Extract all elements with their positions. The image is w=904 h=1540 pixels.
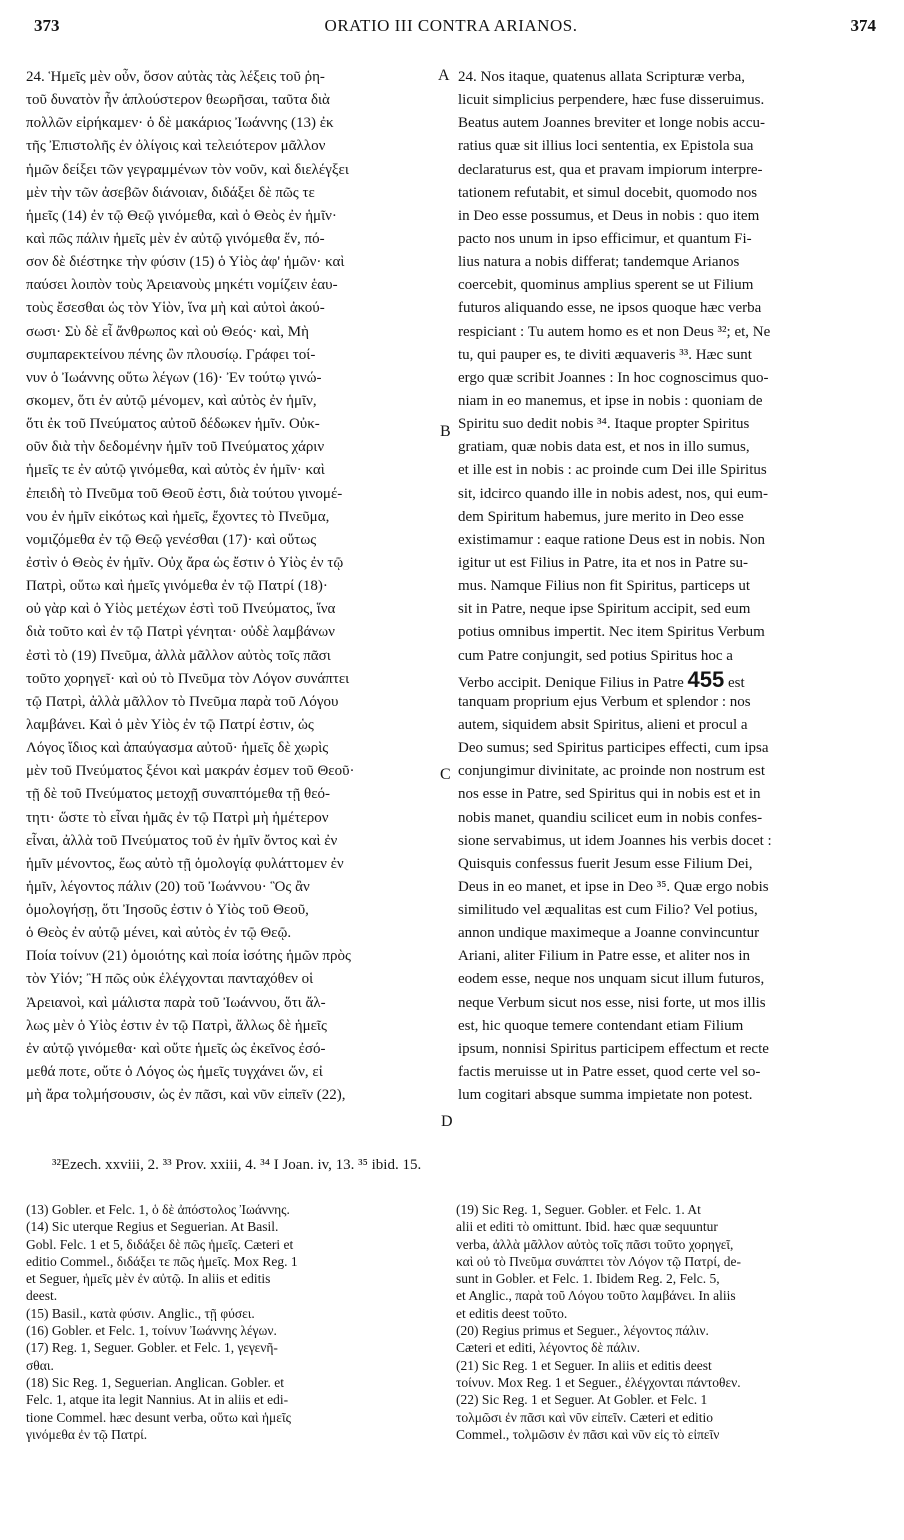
greek-text-line: τῆς Ἐπιστολῆς ἐν ὀλίγοις καὶ τελειότερον μᾶλλον: [26, 138, 326, 155]
footnote-line: (13) Gobler. et Felc. 1, ὁ δὲ ἀπόστολος Ἰωάννης.: [26, 1202, 290, 1217]
text-fragment: est: [724, 674, 745, 691]
latin-text-line: neque Verbum sicut nos esse, nisi forte, ut mos illis: [458, 994, 766, 1011]
latin-text-line: eodem esse, neque nos unquam sicut illum futuros,: [458, 971, 765, 988]
latin-text-line: annon undique maximeque a Joanne convincuntur: [458, 925, 760, 942]
latin-text-line: cum Patre conjungit, sed potius Spiritus hoc a: [458, 647, 733, 664]
latin-text-line: conjungimur divinitate, ac proinde non nostrum est: [458, 763, 766, 780]
greek-text-line: ἐπειδὴ τὸ Πνεῦμα τοῦ Θεοῦ ἐστι, διὰ τούτου γινομέ-: [26, 485, 343, 502]
running-header: [26, 10, 876, 40]
scripture-references: ³²Ezech. xxviii, 2. ³³ Prov. xxiii, 4. ³⁴ I Joan. iv, 13. ³⁵ ibid. 15.: [52, 1157, 422, 1173]
greek-text-line: συμπαρεκτείνου πένης ὢν πλουσίῳ. Γράφει τοί-: [26, 346, 316, 363]
section-marker-b: B: [440, 423, 451, 440]
greek-text-line: παύσει λοιπὸν τοὺς Ἀρειανοὺς μηκέτι νομίζειν ἑαυ-: [26, 277, 338, 294]
greek-text-line: ἡμεῖς τε ἐν αὐτῷ γινόμεθα, καὶ αὐτὸς ἐν ἡμῖν· καὶ: [26, 462, 325, 479]
greek-text-line: νομιζόμεθα ἐν τῷ Θεῷ γενέσθαι (17)· καὶ οὕτως: [26, 531, 317, 548]
greek-text-line: Πατρὶ, οὕτω καὶ ἡμεῖς γινόμεθα ἐν τῷ Πατρί (18)·: [26, 578, 328, 595]
latin-text-line: sit, idcirco quando ille in nobis adest, nos, qui eum-: [458, 485, 768, 502]
latin-text-line: ratius quæ sit illius loci sententia, ex Epistola sua: [458, 138, 754, 155]
footnote-line: τολμῶσι ἐν πᾶσι καὶ νῦν εἰπεῖν. Cæteri et editio: [456, 1409, 713, 1425]
greek-text-line: ἡμῖν, λέγοντος πάλιν (20) τοῦ Ἰωάννου· Ὃς ἂν: [26, 878, 310, 895]
latin-text-line: futuros aliquando esse, ne ipsos quoque hæc verba: [458, 300, 762, 317]
latin-text-column: [458, 66, 866, 1107]
greek-text-line: 24. Ἡμεῖς μὲν οὖν, ὅσον αὐτὰς τὰς λέξεις τοῦ ῥη-: [26, 69, 325, 85]
greek-text-line: τὸν Υἱόν; Ἢ πῶς οὐκ ἐλέγχονται πανταχόθεν οἱ: [26, 971, 314, 988]
greek-text-line: ἐν αὐτῷ γινόμεθα· καὶ οὔτε ἡμεῖς ὡς ἐκεῖνος ἐσό-: [26, 1040, 326, 1057]
greek-text-line: λαμβάνει. Καὶ ὁ μὲν Υἱὸς ἐν τῷ Πατρί ἐστιν, ὡς: [26, 716, 314, 733]
latin-text-line: nos esse in Patre, sed Spiritus qui in nobis est et in: [458, 786, 761, 803]
latin-text-line: Spiritu suo dedit nobis ³⁴. Itaque propter Spiritus: [458, 416, 750, 433]
footnote-line: editio Commel., διδάξει τε πῶς ἡμεῖς. Mox Reg. 1: [26, 1253, 298, 1269]
greek-text-line: ἡμῶν δείξει τῶν γεγραμμένων τὸν νοῦν, καὶ διελέγξει: [26, 161, 349, 178]
latin-text-line: Quisquis confessus fuerit Jesum esse Filium Dei,: [458, 855, 753, 872]
latin-text-line: lum cogitari absque summa impietate non potest.: [458, 1087, 753, 1104]
latin-text-line: nobis manet, quandiu scilicet eum in nobis confes-: [458, 809, 763, 826]
greek-text-line: ἐστὶν ὁ Θεὸς ἐν ἡμῖν. Οὐχ ἄρα ὡς ἔστιν ὁ Υἱὸς ἐν τῷ: [26, 554, 344, 571]
footnotes-left-column: [26, 1201, 436, 1443]
greek-text-line: σκομεν, ὅτι ἐν αὐτῷ μένομεν, καὶ αὐτὸς ἐν ἡμῖν,: [26, 392, 317, 409]
latin-text-line: respiciant : Tu autem homo es et non Deus ³²; et, Ne: [458, 323, 771, 340]
latin-text-line: lius natura a nobis differat; tandemque Arianos: [458, 254, 740, 271]
footnote-line: (20) Regius primus et Seguer., λέγοντος πάλιν.: [456, 1323, 709, 1339]
latin-text-line: sit in Patre, neque ipse Spiritum accipit, sed eum: [458, 601, 751, 618]
greek-text-line: σωσι· Σὺ δὲ εἶ ἄνθρωπος καὶ οὐ Θεός· καὶ, Μὴ: [26, 323, 309, 340]
footnotes-right-column: [456, 1201, 866, 1443]
footnote-line: alii et editi τὸ omittunt. Ibid. hæc quæ sequuntur: [456, 1219, 718, 1235]
section-marker-a: A: [438, 67, 450, 84]
latin-text-line: et ille est in nobis : ac proinde cum Dei ille Spiritus: [458, 462, 767, 479]
greek-text-line: λως μὲν ὁ Υἱὸς ἐστιν ἐν τῷ Πατρὶ, ἄλλως δὲ ἡμεῖς: [26, 1017, 327, 1034]
footnote-line: (14) Sic uterque Regius et Seguerian. At Basil.: [26, 1219, 279, 1235]
footnote-line: (19) Sic Reg. 1, Seguer. Gobler. et Felc. 1. At: [456, 1202, 701, 1217]
greek-text-column: [26, 66, 434, 1107]
latin-text-line: Ariani, aliter Filium in Patre esse, et aliter nos in: [458, 948, 751, 965]
latin-text-line: dem Spiritum habemus, jure merito in Deo esse: [458, 508, 744, 525]
footnote-line: (16) Gobler. et Felc. 1, τοίνυν Ἰωάννης λέγων.: [26, 1323, 277, 1339]
footnote-line: (15) Basil., κατὰ φύσιν. Anglic., τῇ φύσει.: [26, 1305, 255, 1321]
latin-text-line: licuit simplicius perpendere, hæc fuse disseruimus.: [458, 92, 765, 109]
footnote-line: et Anglic., παρὰ τοῦ Λόγου τοῦτο λαμβάνει. In aliis: [456, 1288, 736, 1304]
greek-text-line: νυν ὁ Ἰωάννης οὕτω λέγων (16)· Ἐν τούτῳ γινώ-: [26, 369, 322, 386]
latin-text-line: Deo sumus; sed Spiritus participes effecti, cum ipsa: [458, 740, 769, 757]
greek-text-line: μὴ ἄρα τολμήσουσιν, ὡς ἐν πᾶσι, καὶ νῦν εἰπεῖν (22),: [26, 1087, 346, 1104]
footnote-line: γινόμεθα ἐν τῷ Πατρί.: [26, 1426, 148, 1442]
greek-text-line: τητι· ὥστε τὸ εἶναι ἡμᾶς ἐν τῷ Πατρὶ μὴ ἡμέτερον: [26, 809, 329, 826]
footnote-line: et editis deest τοῦτο.: [456, 1305, 568, 1321]
latin-text-line: similitudo vel æqualitas est cum Filio? Vel potius,: [458, 902, 758, 919]
footnote-line: (22) Sic Reg. 1 et Seguer. At Gobler. et Felc. 1: [456, 1392, 708, 1408]
greek-text-line: ὁ Θεὸς ἐν αὐτῷ μένει, καὶ αὐτὸς ἐν τῷ Θεῷ.: [26, 925, 292, 942]
latin-text-line: pacto nos unum in ipso efficimur, et quantum Fi-: [458, 230, 752, 247]
latin-text-line: coercebit, quominus amplius sperent se ut Filium: [458, 277, 754, 294]
latin-text-line: gratiam, quæ nobis data est, et nos in illo sumus,: [458, 439, 750, 456]
latin-text-line: Verbo accipit. Denique Filius in Patre 455 est: [458, 666, 745, 692]
footnote-line: (18) Sic Reg. 1, Seguerian. Anglican. Gobler. et: [26, 1374, 284, 1390]
latin-text-line: Deus in eo manet, et ipse in Deo ³⁵. Quæ ergo nobis: [458, 878, 769, 895]
footnote-line: καὶ οὐ τὸ Πνεῦμα συνάπτει τὸν Λόγον τῷ Πατρί, de-: [456, 1253, 742, 1269]
footnote-line: et Seguer, ἡμεῖς μὲν ἐν αὐτῷ. In aliis et editis: [26, 1271, 271, 1287]
footnote-line: sunt in Gobler. et Felc. 1. Ibidem Reg. 2, Felc. 5,: [456, 1271, 720, 1287]
greek-text-line: τοὺς ἔσεσθαι ὡς τὸν Υἱὸν, ἵνα μὴ καὶ αὐτοὶ ἀκού-: [26, 300, 325, 317]
footnote-line: τοίνυν. Mox Reg. 1 et Seguer., ἐλέγχονται πάντοθεν.: [456, 1374, 741, 1390]
latin-text-line: existimamur : eaque ratione Deus est in nobis. Non: [458, 531, 766, 548]
running-title: ORATIO III CONTRA ARIANOS.: [324, 16, 578, 35]
latin-text-line: sione servabimus, ut idem Joannes his verbis docet :: [458, 832, 772, 849]
latin-text-line: mus. Namque Filius non fit Spiritus, particeps ut: [458, 578, 751, 595]
page-mark: 455: [687, 666, 725, 692]
footnote-line: Gobl. Felc. 1 et 5, διδάξει δὲ πῶς ἡμεῖς. Cæteri et: [26, 1236, 294, 1252]
greek-text-line: διὰ τοῦτο καὶ ἐν τῷ Πατρὶ γένηται· οὐδὲ λαμβάνων: [26, 624, 335, 641]
greek-text-line: τοῦτο χορηγεῖ· καὶ οὐ τὸ Πνεῦμα τὸν Λόγον συνάπτει: [26, 670, 350, 687]
greek-text-line: μὲν τοῦ Πνεύματος ξένοι καὶ μακράν ἐσμεν τοῦ Θεοῦ·: [26, 763, 355, 780]
latin-text-line: tu, qui pauper es, te diviti æquaveris ³³. Hæc sunt: [458, 346, 752, 363]
footnote-line: Felc. 1, atque ita legit Nannius. At in aliis et edi-: [26, 1392, 289, 1408]
latin-text-line: igitur ut est Filius in Patre, ita et nos in Patre su-: [458, 554, 748, 571]
greek-text-line: πολλῶν εἰρήκαμεν· ὁ δὲ μακάριος Ἰωάννης (13) ἐκ: [26, 115, 334, 132]
greek-text-line: σον δὲ διέστηκε τὴν φύσιν (15) ὁ Υἱὸς ἀφ' ἡμῶν· καὶ: [26, 254, 345, 271]
latin-text-line: in Deo esse possumus, et Deus in nobis : quo item: [458, 207, 760, 224]
latin-text-line: ipsum, nonnisi Spiritus participem effectum et recte: [458, 1040, 769, 1057]
greek-text-line: ὅτι ἐκ τοῦ Πνεύματος αὐτοῦ δέδωκεν ἡμῖν. Οὐκ-: [26, 416, 320, 433]
greek-text-line: ἐστὶ τὸ (19) Πνεῦμα, ἀλλὰ μᾶλλον αὐτὸς τοῖς πᾶσι: [26, 647, 331, 664]
greek-text-line: οῦν διὰ τὴν δεδομένην ἡμῖν τοῦ Πνεύματος χάριν: [26, 439, 325, 456]
section-marker-d: D: [441, 1113, 453, 1130]
footnote-line: (17) Reg. 1, Seguer. Gobler. et Felc. 1, γεγενῆ-: [26, 1340, 278, 1356]
latin-text-line: Beatus autem Joannes breviter et longe nobis accu-: [458, 115, 765, 132]
latin-text-line: tanquam proprium ejus Verbum et splendor : nos: [458, 693, 751, 710]
latin-text-line: autem, siquidem absit Spiritus, alieni et procul a: [458, 716, 748, 733]
footnote-line: (21) Sic Reg. 1 et Seguer. In aliis et editis deest: [456, 1357, 712, 1373]
footnote-line: tione Commel. hæc desunt verba, οὕτω καὶ ἡμεῖς: [26, 1409, 291, 1425]
latin-text-line: ergo quæ scribit Joannes : In hoc cognoscimus quo-: [458, 369, 769, 386]
page-number-right: 374: [850, 16, 876, 35]
latin-text-line: factis meruisse ut in Patre esset, quod certe vel so-: [458, 1064, 761, 1081]
page-number-left: 373: [34, 16, 60, 35]
greek-text-line: νου ἐν ἡμῖν εἰκότως καὶ ἡμεῖς, ἔχοντες τὸ Πνεῦμα,: [26, 508, 330, 525]
footnote-line: σθαι.: [26, 1357, 54, 1373]
greek-text-line: τοῦ δυνατὸν ἦν ἁπλούστερον θεωρῆσαι, ταῦτα διὰ: [26, 92, 330, 109]
greek-text-line: Λόγος ἴδιος καὶ ἀπαύγασμα αὐτοῦ· ἡμεῖς δὲ χωρὶς: [26, 740, 329, 757]
greek-text-line: μεθά ποτε, οὔτε ὁ Λόγος ὡς ἡμεῖς τυγχάνει ὤν, εἰ: [26, 1064, 323, 1081]
latin-text-line: 24. Nos itaque, quatenus allata Scripturæ verba,: [458, 69, 746, 85]
greek-text-line: μὲν τὴν τῶν ἀσεβῶν διάνοιαν, διδάξει δὲ πῶς τε: [26, 184, 315, 201]
greek-text-line: ἡμῖν μένοντος, ἕως αὐτὸ τῇ ὁμολογίᾳ φυλάττομεν ἐν: [26, 855, 344, 872]
greek-text-line: τῷ Πατρὶ, ἀλλὰ μᾶλλον τὸ Πνεῦμα παρὰ τοῦ Λόγου: [26, 693, 339, 710]
latin-text-line: declaraturus est, qua et pravam impiorum interpre-: [458, 161, 763, 178]
greek-text-line: Ποία τοίνυν (21) ὁμοιότης καὶ ποία ἰσότης ἡμῶν πρὸς: [26, 948, 351, 965]
latin-text-line: tationem refutabit, et simul docebit, quomodo nos: [458, 184, 758, 201]
latin-text-line: niam in eo manemus, et ipse in nobis : quoniam de: [458, 392, 763, 409]
greek-text-line: οὐ γὰρ καὶ ὁ Υἱὸς μετέχων ἐστὶ τοῦ Πνεύματος, ἵνα: [26, 601, 336, 618]
greek-text-line: καὶ πῶς πάλιν ἡμεῖς μὲν ἐν αὐτῷ γινόμεθα ἕν, πό-: [26, 230, 325, 247]
greek-text-line: ὁμολογήσῃ, ὅτι Ἰησοῦς ἐστιν ὁ Υἱὸς τοῦ Θεοῦ,: [26, 902, 309, 919]
footnote-line: deest.: [26, 1288, 58, 1304]
greek-text-line: ἡμεῖς (14) ἐν τῷ Θεῷ γινόμεθα, καὶ ὁ Θεὸς ἐν ἡμῖν·: [26, 207, 337, 224]
greek-text-line: τῇ δὲ τοῦ Πνεύματος μετοχῇ συναπτόμεθα τῇ θεό-: [26, 786, 331, 803]
footnote-line: Cæteri et editi, λέγοντος δὲ πάλιν.: [456, 1340, 640, 1356]
section-marker-c: C: [440, 766, 451, 783]
greek-text-line: Ἀρειανοὶ, καὶ μάλιστα παρὰ τοῦ Ἰωάννου, ὅτι ἄλ-: [26, 994, 326, 1011]
footnote-line: Commel., τολμῶσιν ἐν πᾶσι καὶ νῦν εἰς τὸ εἰπεῖν: [456, 1426, 720, 1442]
latin-text-line: potius omnibus impertit. Nec item Spiritus Verbum: [458, 624, 765, 641]
latin-text-line: est, hic quoque temere contendant etiam Filium: [458, 1017, 744, 1034]
footnote-line: verba, ἀλλὰ μᾶλλον αὐτὸς τοῖς πᾶσι τοῦτο χορηγεῖ,: [456, 1236, 734, 1252]
greek-text-line: εἶναι, ἀλλὰ τοῦ Πνεύματος τοῦ ἐν ἡμῖν ὄντος καὶ ἐν: [26, 832, 338, 849]
